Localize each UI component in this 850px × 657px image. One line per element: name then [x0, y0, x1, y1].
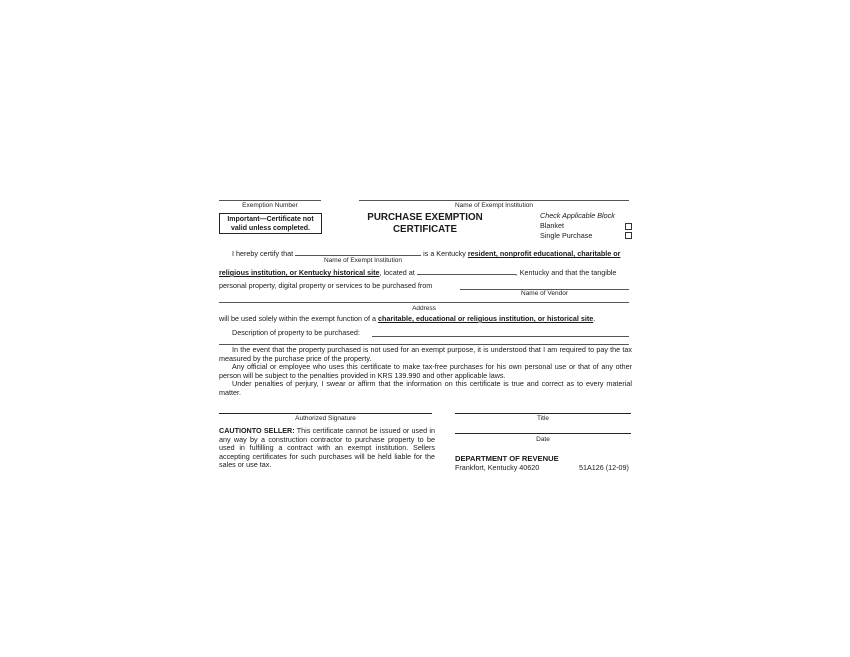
title-caption: Title: [536, 415, 550, 422]
paragraph-tax-liability: In the event that the property purchased is not used for an exempt purpose, it is understood that I am required to pay the tax measured by the purchase price of the property.: [219, 345, 632, 363]
form-title-line1: PURCHASE EXEMPTION: [367, 212, 483, 223]
certify-line-3: [219, 281, 432, 290]
single-purchase-label: Single Purchase: [540, 231, 593, 240]
institution-name-input[interactable]: [295, 248, 421, 256]
located-at-text: , located at: [379, 268, 415, 277]
property-text: personal property, digital property or services to be purchased from: [219, 281, 433, 290]
form-title-line2: CERTIFICATE: [392, 224, 458, 235]
address-line[interactable]: [219, 302, 629, 303]
certify-line-1: [232, 248, 620, 258]
important-notice-line1: Important—Certificate not: [227, 216, 314, 223]
authorized-signature-line[interactable]: [219, 413, 432, 414]
paragraph-penalties: Any official or employee who uses this certificate to make tax-free purchases for his own personal use or that of any other person will be subject to the penalties provided in KRS 139.990 and other applicable laws.: [219, 362, 632, 380]
caution-to-seller: [219, 427, 435, 470]
certify-middle: is a Kentucky: [423, 249, 466, 258]
address-caption: Address: [412, 305, 436, 312]
vendor-name-caption: Name of Vendor: [521, 290, 568, 297]
description-label: Description of property to be purchased:: [232, 328, 360, 337]
certify-prefix: I hereby certify that: [232, 249, 294, 258]
certify-line-2: [219, 267, 616, 277]
used-solely-text: will be used solely within the exempt function of a: [219, 314, 377, 323]
department-name: DEPARTMENT OF REVENUE: [455, 454, 559, 463]
exempt-institution-name-caption: Name of Exempt Institution: [454, 202, 534, 209]
date-caption: Date: [536, 436, 550, 443]
form-number: 51A126 (12-09): [579, 463, 629, 472]
institution-name-caption: Name of Exempt Institution: [323, 257, 403, 264]
important-notice-line2: valid unless completed.: [231, 225, 310, 232]
exempt-function-period: .: [593, 314, 596, 323]
caution-text: This certificate cannot be issued or used in any way by a construction contractor to purchase property to be used in fulfilling a contract with an exempt institution. Sellers accepting certificates for such purchases will be held liable for the sales or use tax.: [219, 426, 435, 470]
exempt-function-text: charitable, educational or religious institution, or historical site: [378, 314, 594, 323]
single-purchase-checkbox[interactable]: [625, 232, 632, 239]
terms-paragraphs: [219, 346, 632, 398]
description-line-1[interactable]: [372, 336, 629, 337]
title-line[interactable]: [455, 413, 631, 414]
authorized-signature-caption: Authorized Signature: [295, 415, 356, 422]
caution-label: CAUTIONTO SELLER:: [219, 426, 295, 435]
form-title: [350, 212, 500, 236]
department-address: Frankfort, Kentucky 40620: [455, 463, 540, 472]
important-notice-box: [219, 213, 322, 234]
exempt-institution-name-line[interactable]: [359, 200, 629, 201]
institution-type-a: resident, nonprofit educational, charitable or: [467, 249, 621, 258]
exemption-number-line[interactable]: [219, 200, 321, 201]
exempt-function-line: [219, 314, 595, 323]
exemption-number-caption: Exemption Number: [242, 202, 298, 209]
check-block-label: Check Applicable Block: [540, 211, 615, 220]
date-line[interactable]: [455, 433, 631, 434]
paragraph-perjury: Under penalties of perjury, I swear or affirm that the information on this certificate is true and correct as to every material matter.: [219, 379, 632, 397]
location-input[interactable]: [417, 267, 516, 275]
institution-type-b: religious institution, or Kentucky historical site: [219, 268, 380, 277]
blanket-label: Blanket: [540, 221, 564, 230]
blanket-checkbox[interactable]: [625, 223, 632, 230]
located-suffix: , Kentucky and that the tangible: [515, 268, 617, 277]
